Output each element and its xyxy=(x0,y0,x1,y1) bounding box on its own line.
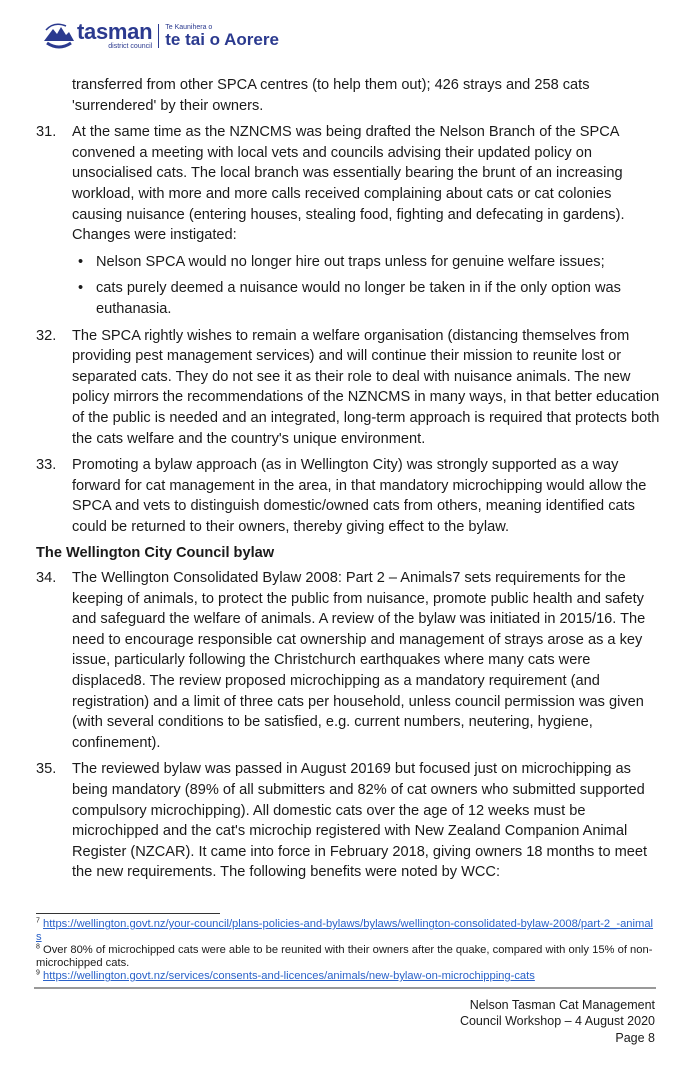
council-logo xyxy=(44,20,689,52)
logo-divider xyxy=(158,24,159,48)
paragraph-33 xyxy=(36,455,664,537)
footnote-link[interactable]: https://wellington.govt.nz/your-council/plans-policies-and-bylaws/bylaws/wellington-consolidated-bylaw-2008/part-2_-animals xyxy=(36,917,654,943)
paragraph-35 xyxy=(36,759,664,883)
paragraph-text: The reviewed bylaw was passed in August 20169 but focused just on microchipping as being mandatory (89% of all submitters and 82% of cat owners who submitted supported compulsory microchipping). All domestic cats over the age of 12 weeks must be microchipped and the cat's microchip registered with New Zealand Companion Animal Register (NZCAR). It came into force in February 2018, giving owners 18 months to meet the new requirements. The following benefits were noted by WCC: xyxy=(72,761,648,881)
footer-date: Council Workshop – 4 August 2020 xyxy=(459,1014,655,1029)
footnote-9 xyxy=(36,970,656,983)
bullet-text: Nelson SPCA would no longer hire out traps unless for genuine welfare issues; xyxy=(96,253,605,270)
page-number: Page 8 xyxy=(615,1030,655,1045)
paragraph-text: At the same time as the NZNCMS was being drafted the Nelson Branch of the SPCA convened a meeting with local vets and councils advising their updated policy on unsocialised cats. The local branch was essentially bearing the brunt of an increasing workload, with more and more calls received complaining about cats or cat colonies causing nuisance (entering houses, stealing food, fighting and defecating in gardens). Changes were instigated: xyxy=(72,124,625,244)
bullet-item xyxy=(78,252,664,273)
bullet-icon: • xyxy=(78,253,84,270)
bullet-icon: • xyxy=(78,280,84,297)
bullet-text: cats purely deemed a nuisance would no longer be taken in if the only option was euthanasia. xyxy=(96,280,621,317)
footnote-text: Over 80% of microchipped cats were able to be reunited with their owners after the quake, compared with only 15% of non-microchipped cats. xyxy=(36,943,653,969)
document-body xyxy=(0,75,689,883)
footnotes xyxy=(0,913,689,983)
bullet-item xyxy=(78,278,664,319)
paragraph-text: Promoting a bylaw approach (as in Wellington City) was strongly supported as a way forward for cat management in the area, in that mandatory microchipping would allow the SPCA and vets to distinguish domestic/owned cats from others, meaning identified cats could be returned to their owners, thereby giving effect to the bylaw. xyxy=(72,457,647,535)
page-footer xyxy=(0,997,655,1047)
footnote-number: 7 xyxy=(36,917,40,925)
footer-title: Nelson Tasman Cat Management xyxy=(469,997,655,1012)
paragraph-34 xyxy=(36,568,664,753)
footnote-number: 9 xyxy=(36,969,40,977)
paragraph-32 xyxy=(36,326,664,450)
paragraph-number: 33. xyxy=(36,457,57,474)
logo-name: tasman xyxy=(77,19,153,44)
paragraph-text: The SPCA rightly wishes to remain a welfare organisation (distancing themselves from providing pest management services) and will continue their mission to reunite lost or separated cats. They do not see it as their role to deal with nuisance animals. The new policy mirrors the recommendations of the NZNCMS in many ways, in that better education of the public is needed and an integrated, long-term approach is required that protects both the cats welfare and the country's unique environment. xyxy=(72,327,660,447)
footnote-separator xyxy=(36,913,220,914)
logo-sub: district council xyxy=(108,43,153,50)
paragraph-number: 35. xyxy=(36,761,57,778)
logo-maori-small: Te Kaunihera o xyxy=(165,24,213,31)
paragraph-number: 34. xyxy=(36,570,57,587)
footnote-7 xyxy=(36,918,656,944)
paragraph-31 xyxy=(36,122,664,246)
continuation-text: transferred from other SPCA centres (to help them out); 426 strays and 258 cats 'surrendered' by their owners. xyxy=(72,77,590,114)
paragraph-number: 31. xyxy=(36,124,57,141)
footer-rule xyxy=(34,987,656,989)
logo-maori: te tai o Aorere xyxy=(165,30,279,49)
footnote-number: 8 xyxy=(36,943,40,951)
mountain-logo-icon xyxy=(44,23,74,49)
footnote-8 xyxy=(36,944,656,970)
paragraph-text: The Wellington Consolidated Bylaw 2008: Part 2 – Animals7 sets requirements for the keeping of animals, to protect the public from nuisance, promote public health and safety and safeguard the welfare of animals. A review of the bylaw was initiated in 2015/16. The need to encourage responsible cat ownership and management of strays arose as a key issue, particularly following the Christchurch earthquakes where many cats were displaced8. The review proposed microchipping as a mandatory requirement (and registration) and a limit of three cats per household, unless council permission was given (with several conditions to be satisfied, e.g. current numbers, neutering, hygiene, confinement). xyxy=(72,570,646,751)
footnote-link[interactable]: https://wellington.govt.nz/services/consents-and-licences/animals/new-bylaw-on-microchipping-cats xyxy=(43,969,535,982)
paragraph-number: 32. xyxy=(36,327,57,344)
section-heading: The Wellington City Council bylaw xyxy=(36,545,275,562)
